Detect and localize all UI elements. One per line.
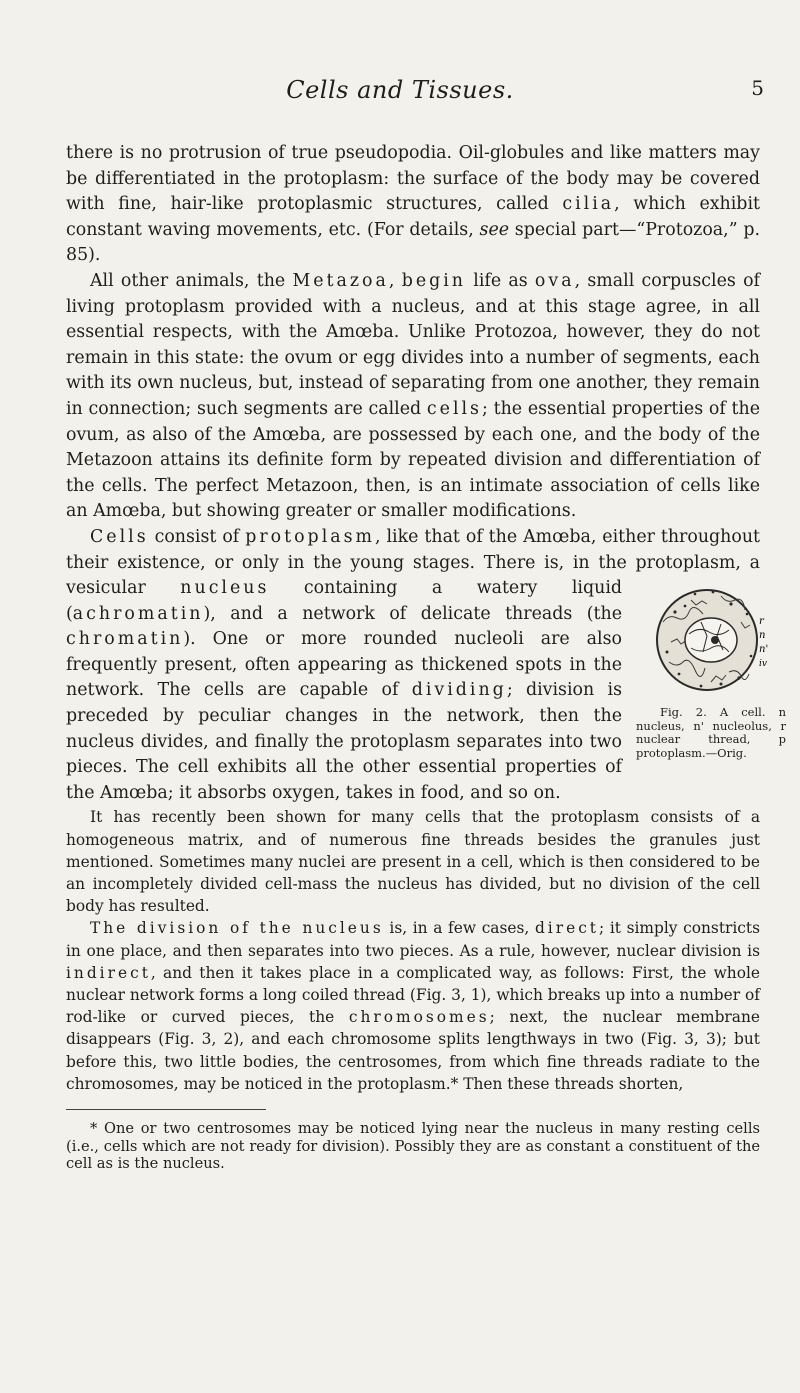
term-dividing: dividing [411,680,507,701]
paragraph-3: Cells consist of protoplasm, like that of the Amœba, either throughout their existence, or only in the young stages. There is, in the protoplasm, a vesicular r n n' iv Fig. 2. A cell. n nucleus, n' nucleolus, r nuclear thread, p protoplasm.—Orig. nucleus containing a watery liquid (achromatin), and a network of delicate threads (the chromatin). One or more rounded nucleoli are also frequently present, often appearing as thickened spots in the network. The cells are capable of dividing; division is preceded by peculiar changes in the network, then the nucleus divides, and finally the protoplasm separates into two pieces. The cell exhibits all the other essential properties of the Amœba; it absorbs oxygen, takes in food, and so on. [66,526,786,803]
footnote-rule [66,1109,266,1110]
label-n-prime: n' [759,644,769,656]
term-division-of-nucleus: The division of the nucleus [90,919,384,938]
running-title: Cells and Tissues. [286,76,514,104]
paragraph-5: The division of the nucleus is, in a few cases, direct; it simply constricts in one place, and then separates into two pieces. As a rule, however, nuclear division is indirect, and then it takes place in a complicated way, as follows: First, the whole nuclear network forms a long coiled thread (Fig. 3, 1), which breaks up into a number of rod-like or curved pieces, the chromosomes; next, the nuclear membrane disappears (Fig. 3, 2), and each chromosome splits lengthways in two (Fig. 3, 3); but before this, two little bodies, the centrosomes, from which fine threads radiate to the chromosomes, may be noticed in the protoplasm.* Then these threads shorten, [66,919,760,1093]
term-chromatin: chromatin [66,629,184,650]
term-cilia: cilia [562,194,615,215]
figure-2 [636,582,786,760]
term-ova: ova [534,270,575,291]
nucleolus [711,636,719,644]
label-n: n [759,630,766,642]
term-cells: cells [426,398,482,419]
term-indirect: indirect [66,963,151,982]
paragraph-2: All other animals, the Metazoa, begin life as ova, small corpuscles of living protoplasm provided with a nucleus, and at this stage agree, in all essential respects, with the Amœba. Unlike Protozoa, however, they do not remain in this state: the ovum or egg divides into a number of segments, each with its own nucleus, but, instead of separating from one another, they remain in connection; such segments are called cells; the essential properties of the ovum, as also of the Amœba, are possessed by each one, and the body of the Metazoon attains its definite form by repeated division and differentiation of the cells. The perfect Metazoon, then, is an intimate association of cells like an Amœba, but showing greater or smaller modifications. [66,270,760,522]
label-r: r [759,616,764,628]
paragraph-4: It has recently been shown for many cells that the protoplasm consists of a homogeneous matrix, and of numerous fine threads besides the granules just mentioned. Sometimes many nuclei are present in a cell, which is then considered to be an incompletely divided cell-mass the nucleus has divided, but no division of the cell body has resulted. [66,808,760,916]
term-chromosomes: chromosomes [348,1008,490,1027]
term-begin: begin [401,270,467,291]
cell-illustration [651,582,771,702]
term-metazoa: Metazoa [292,270,389,291]
page-header [0,70,800,110]
body-text [66,141,786,1173]
page-number: 5 [751,76,764,100]
figure-caption: Fig. 2. A cell. n nucleus, n' nucleolus, r nuclear thread, p protoplasm.—Orig. [636,705,786,760]
term-protoplasm: protoplasm [245,526,376,547]
term-direct: direct [534,919,599,938]
footnote: * One or two centrosomes may be noticed lying near the nucleus in many resting cells (i.e., cells which are not ready for division). Possibly they are as constant a constituent of the cell as is the nucleus. [66,1120,760,1173]
term-nucleus: nucleus [180,578,270,599]
term-achromatin: achromatin [72,603,204,624]
term-cells-2: Cells [90,526,149,547]
paragraph-1: there is no protrusion of true pseudopodia. Oil-globules and like matters may be differentiated in the protoplasm: the surface of the body may be covered with fine, hair-like protoplasmic structures, called cilia, which exhibit constant waving movements, etc. (For details, see special part—“Protozoa,” p. 85). [66,143,761,266]
label-iv: iv [759,659,767,670]
